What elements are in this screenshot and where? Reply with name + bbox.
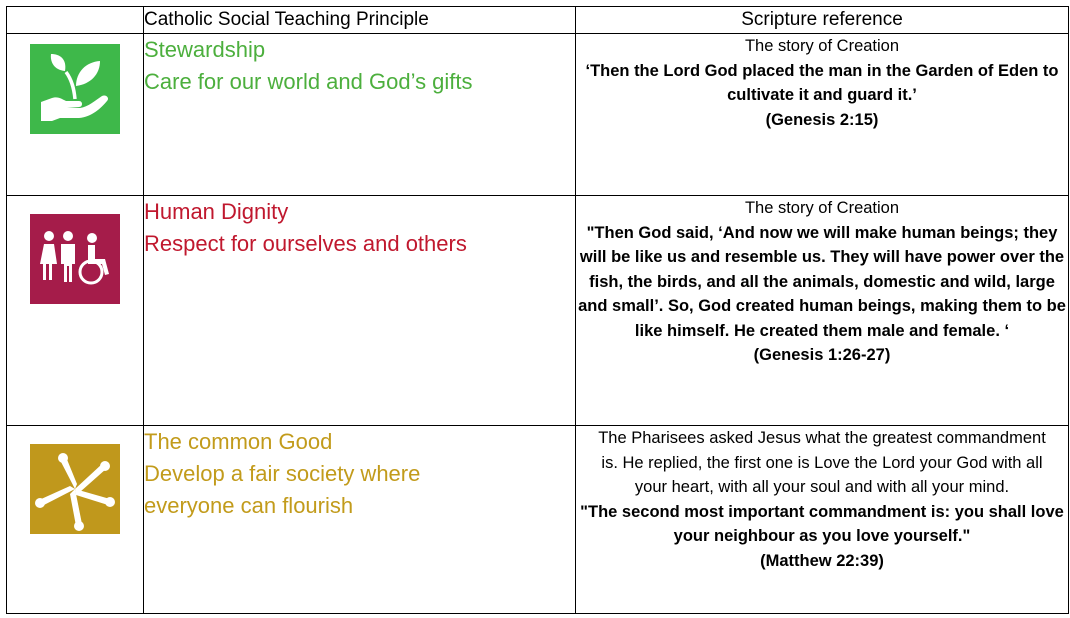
table-row (7, 426, 1069, 614)
principle-subtitle: Respect for ourselves and others (144, 231, 467, 256)
scripture-header: Scripture reference (576, 7, 1069, 34)
scripture-cell (576, 426, 1069, 614)
table-row (7, 34, 1069, 196)
scripture-intro: The story of Creation (744, 37, 900, 55)
principle-title: The common Good (144, 429, 333, 454)
scripture-reference: (Genesis 1:26-27) (753, 346, 891, 364)
principle-subtitle: Develop a fair society where everyone can flourish (144, 461, 421, 518)
scripture-reference: (Genesis 2:15) (765, 110, 879, 129)
scripture-cell (576, 196, 1069, 426)
joined-hands-icon (30, 444, 120, 534)
principle-header: Catholic Social Teaching Principle (144, 7, 576, 34)
people-wheelchair-icon (30, 214, 120, 304)
plant-in-hand-icon (30, 44, 120, 134)
icon-cell (7, 426, 144, 614)
cst-table (6, 6, 1069, 614)
table-row (7, 196, 1069, 426)
principle-title: Human Dignity (144, 199, 289, 224)
principle-cell (144, 196, 576, 426)
principle-cell (144, 34, 576, 196)
scripture-intro: The Pharisees asked Jesus what the greatest commandment is. He replied, the first one is Love the Lord your God with all your heart, with all your soul and with all your mind. (598, 429, 1046, 496)
scripture-cell (576, 34, 1069, 196)
scripture-quote: "The second most important commandment is: you shall love your neighbour as you love yourself." (580, 502, 1064, 545)
principle-title: Stewardship (144, 37, 266, 62)
scripture-reference: (Matthew 22:39) (760, 551, 884, 570)
scripture-quote: "Then God said, ‘And now we will make human beings; they will be like us and resemble us. They will have power over the fish, the birds, and all the animals, domestic and wild, large and small’. So, God created human beings, making them to be like himself. He created them male and female. ‘ (578, 223, 1066, 340)
icon-cell (7, 196, 144, 426)
scripture-quote: ‘Then the Lord God placed the man in the Garden of Eden to cultivate it and guard it.’ (585, 61, 1059, 104)
header-row (7, 7, 1069, 34)
principle-subtitle: Care for our world and God’s gifts (144, 69, 473, 94)
icon-cell (7, 34, 144, 196)
scripture-intro: The story of Creation (744, 199, 900, 217)
icon-header-cell (7, 7, 144, 34)
principle-cell (144, 426, 576, 614)
